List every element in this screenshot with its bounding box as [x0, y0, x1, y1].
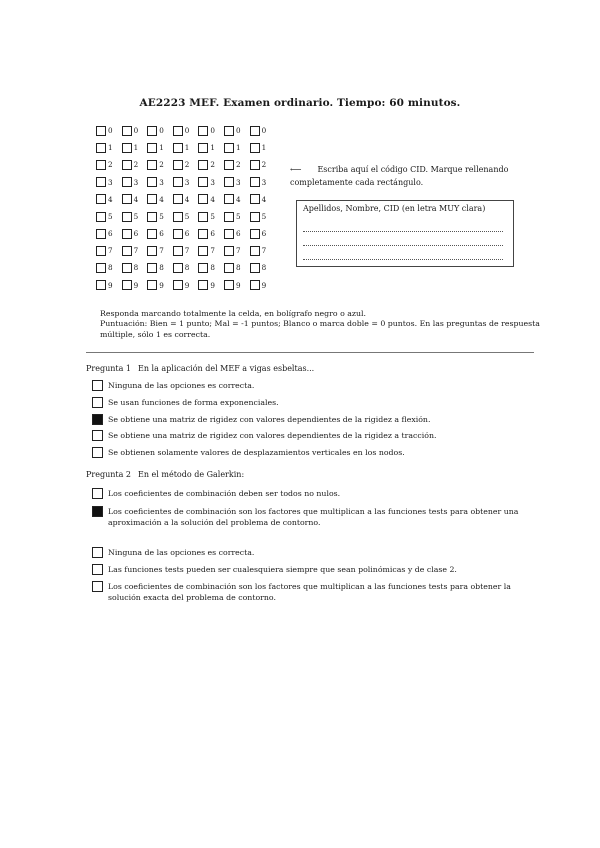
- cid-checkbox[interactable]: [198, 280, 208, 290]
- name-line-1[interactable]: [303, 218, 503, 232]
- question-2-option[interactable]: [92, 581, 538, 603]
- cid-checkbox[interactable]: [96, 143, 106, 153]
- cid-cell[interactable]: [173, 126, 199, 136]
- cid-checkbox[interactable]: [122, 160, 132, 170]
- cid-checkbox[interactable]: [96, 126, 106, 136]
- instructions-line-2: Puntuación: Bien = 1 punto; Mal = -1 puntos; Blanco o marca doble = 0 puntos. En las preguntas de respuesta múltiple, sólo 1 es correcta.: [100, 319, 540, 339]
- general-instructions: [100, 309, 540, 340]
- cid-cell[interactable]: [224, 177, 250, 187]
- cid-checkbox[interactable]: [173, 177, 183, 187]
- cid-digit-label: 8: [210, 263, 215, 273]
- cid-cell[interactable]: [96, 263, 122, 273]
- cid-checkbox[interactable]: [96, 229, 106, 239]
- name-line-2[interactable]: [303, 232, 503, 246]
- cid-digit-label: 4: [159, 194, 164, 204]
- cid-digit-label: 0: [159, 125, 164, 135]
- cid-digit-label: 5: [235, 211, 241, 221]
- cid-checkbox[interactable]: [224, 280, 234, 290]
- cid-digit-label: 2: [261, 160, 267, 170]
- cid-digit-label: 3: [133, 177, 139, 187]
- cid-digit-label: 8: [184, 263, 190, 273]
- cid-digit-label: 5: [108, 211, 113, 221]
- question-1-option[interactable]: [92, 447, 538, 458]
- cid-cell[interactable]: [173, 160, 199, 170]
- question-1-option[interactable]: [92, 380, 538, 391]
- cid-checkbox[interactable]: [224, 143, 234, 153]
- cid-cell[interactable]: [96, 194, 122, 204]
- cid-digit-label: 4: [235, 194, 241, 204]
- cid-checkbox[interactable]: [173, 194, 183, 204]
- cid-cell[interactable]: [224, 212, 250, 222]
- question-2-option[interactable]: [92, 564, 538, 575]
- cid-checkbox[interactable]: [224, 160, 234, 170]
- question-2-header: [86, 470, 244, 479]
- cid-digit-label: 0: [235, 125, 241, 135]
- cid-cell[interactable]: [96, 177, 122, 187]
- cid-cell[interactable]: [224, 263, 250, 273]
- cid-digit-label: 6: [235, 229, 241, 239]
- cid-checkbox[interactable]: [96, 212, 106, 222]
- cid-checkbox[interactable]: [96, 194, 106, 204]
- cid-digit-label: 7: [235, 246, 241, 256]
- cid-checkbox[interactable]: [96, 246, 106, 256]
- cid-cell[interactable]: [198, 160, 224, 170]
- cid-checkbox[interactable]: [250, 263, 260, 273]
- cid-digit-label: 9: [184, 280, 190, 290]
- answer-checkbox[interactable]: [92, 564, 103, 575]
- cid-cell[interactable]: [96, 126, 122, 136]
- cid-digit-label: 8: [108, 263, 113, 273]
- cid-digit-label: 7: [133, 246, 139, 256]
- question-prompt: En el método de Galerkin:: [138, 470, 245, 479]
- cid-cell[interactable]: [198, 246, 224, 256]
- name-line-3[interactable]: [303, 246, 503, 260]
- cid-digit-label: 2: [108, 160, 113, 170]
- cid-cell[interactable]: [224, 126, 250, 136]
- cid-cell[interactable]: [147, 194, 173, 204]
- cid-cell[interactable]: [122, 280, 148, 290]
- cid-digit-label: 9: [235, 280, 241, 290]
- cid-digit-label: 9: [261, 280, 267, 290]
- cid-digit-label: 9: [210, 280, 215, 290]
- cid-cell[interactable]: [96, 246, 122, 256]
- option-text: Se obtienen solamente valores de desplazamientos verticales en los nodos.: [108, 448, 405, 457]
- cid-cell[interactable]: [198, 126, 224, 136]
- cid-cell[interactable]: [173, 246, 199, 256]
- cid-cell[interactable]: [122, 246, 148, 256]
- option-text: Ninguna de las opciones es correcta.: [108, 548, 255, 557]
- cid-digit-label: 7: [184, 246, 190, 256]
- cid-cell[interactable]: [198, 143, 224, 153]
- cid-checkbox[interactable]: [198, 212, 208, 222]
- name-box[interactable]: [296, 200, 514, 267]
- cid-checkbox[interactable]: [198, 263, 208, 273]
- cid-cell[interactable]: [224, 160, 250, 170]
- cid-cell[interactable]: [173, 280, 199, 290]
- cid-cell[interactable]: [122, 194, 148, 204]
- cid-cell[interactable]: [250, 143, 276, 153]
- cid-cell[interactable]: [224, 280, 250, 290]
- cid-digit-label: 3: [210, 177, 215, 187]
- cid-digit-label: 8: [159, 263, 164, 273]
- cid-cell[interactable]: [224, 246, 250, 256]
- cid-digit-label: 6: [184, 229, 190, 239]
- cid-digit-label: 0: [210, 125, 215, 135]
- left-arrow-icon: ⟵: [290, 165, 302, 174]
- cid-cell[interactable]: [96, 160, 122, 170]
- cid-digit-label: 4: [261, 194, 267, 204]
- cid-digit-label: 5: [133, 211, 139, 221]
- cid-digit-label: 3: [159, 177, 164, 187]
- cid-checkbox[interactable]: [250, 212, 260, 222]
- cid-digit-label: 2: [235, 160, 241, 170]
- cid-cell[interactable]: [122, 143, 148, 153]
- cid-digit-label: 4: [133, 194, 139, 204]
- cid-cell[interactable]: [198, 212, 224, 222]
- cid-digit-label: 1: [261, 143, 267, 153]
- question-1-header: [86, 364, 314, 373]
- cid-checkbox[interactable]: [224, 194, 234, 204]
- cid-checkbox[interactable]: [122, 143, 132, 153]
- cid-checkbox[interactable]: [198, 126, 208, 136]
- cid-cell[interactable]: [198, 229, 224, 239]
- cid-checkbox[interactable]: [122, 177, 132, 187]
- cid-digit-label: 1: [235, 143, 241, 153]
- cid-digit-label: 9: [108, 280, 113, 290]
- cid-cell[interactable]: [147, 160, 173, 170]
- question-prompt: En la aplicación del MEF a vigas esbeltas...: [138, 364, 315, 373]
- cid-digit-label: 3: [235, 177, 241, 187]
- cid-cell[interactable]: [147, 263, 173, 273]
- cid-cell[interactable]: [224, 194, 250, 204]
- cid-row-4: [96, 191, 275, 208]
- cid-cell[interactable]: [147, 212, 173, 222]
- option-text: Ninguna de las opciones es correcta.: [108, 381, 255, 390]
- cid-checkbox[interactable]: [147, 160, 157, 170]
- instructions-line-1: Responda marcando totalmente la celda, en bolígrafo negro o azul.: [100, 309, 366, 318]
- cid-cell[interactable]: [198, 177, 224, 187]
- cid-checkbox[interactable]: [250, 229, 260, 239]
- cid-digit-label: 3: [108, 177, 113, 187]
- cid-row-3: [96, 174, 275, 191]
- cid-checkbox[interactable]: [173, 212, 183, 222]
- cid-digit-label: 3: [184, 177, 190, 187]
- cid-cell[interactable]: [147, 143, 173, 153]
- cid-digit-label: 4: [210, 194, 215, 204]
- cid-checkbox[interactable]: [147, 194, 157, 204]
- cid-checkbox[interactable]: [122, 212, 132, 222]
- cid-digit-label: 5: [261, 211, 267, 221]
- cid-checkbox[interactable]: [224, 263, 234, 273]
- cid-digit-label: 0: [261, 125, 267, 135]
- cid-row-9: [96, 277, 275, 294]
- cid-digit-label: 7: [261, 246, 267, 256]
- answer-checkbox[interactable]: [92, 488, 103, 499]
- cid-digit-label: 2: [133, 160, 139, 170]
- cid-cell[interactable]: [198, 194, 224, 204]
- cid-cell[interactable]: [122, 263, 148, 273]
- cid-checkbox[interactable]: [96, 177, 106, 187]
- cid-cell[interactable]: [147, 177, 173, 187]
- cid-cell[interactable]: [250, 177, 276, 187]
- cid-digit-label: 5: [184, 211, 190, 221]
- cid-checkbox[interactable]: [250, 246, 260, 256]
- cid-checkbox[interactable]: [173, 246, 183, 256]
- cid-cell[interactable]: [96, 280, 122, 290]
- cid-checkbox[interactable]: [198, 143, 208, 153]
- cid-checkbox[interactable]: [198, 229, 208, 239]
- cid-cell[interactable]: [224, 143, 250, 153]
- cid-checkbox[interactable]: [198, 160, 208, 170]
- answer-checkbox[interactable]: [92, 397, 103, 408]
- cid-digit-label: 8: [235, 263, 241, 273]
- cid-checkbox[interactable]: [122, 246, 132, 256]
- cid-instructions: [290, 164, 530, 189]
- cid-checkbox[interactable]: [250, 126, 260, 136]
- cid-digit-label: 7: [108, 246, 113, 256]
- cid-checkbox[interactable]: [122, 194, 132, 204]
- cid-cell[interactable]: [250, 126, 276, 136]
- answer-checkbox-marked[interactable]: [92, 414, 103, 425]
- cid-checkbox[interactable]: [250, 160, 260, 170]
- cid-cell[interactable]: [173, 177, 199, 187]
- cid-checkbox[interactable]: [147, 246, 157, 256]
- cid-checkbox[interactable]: [173, 143, 183, 153]
- cid-digit-label: 6: [133, 229, 139, 239]
- cid-instructions-text: Escriba aquí el código CID. Marque rellenando completamente cada rectángulo.: [290, 165, 509, 187]
- cid-checkbox[interactable]: [173, 229, 183, 239]
- cid-cell[interactable]: [250, 280, 276, 290]
- cid-cell[interactable]: [250, 246, 276, 256]
- cid-digit-label: 2: [184, 160, 190, 170]
- cid-checkbox[interactable]: [173, 126, 183, 136]
- cid-checkbox[interactable]: [198, 246, 208, 256]
- cid-checkbox[interactable]: [96, 160, 106, 170]
- cid-checkbox[interactable]: [173, 160, 183, 170]
- cid-cell[interactable]: [122, 212, 148, 222]
- cid-digit-label: 1: [133, 143, 139, 153]
- cid-checkbox[interactable]: [224, 229, 234, 239]
- cid-grid: [96, 122, 275, 294]
- cid-cell[interactable]: [173, 229, 199, 239]
- name-box-label: Apellidos, Nombre, CID (en letra MUY clara): [303, 204, 486, 213]
- cid-cell[interactable]: [96, 212, 122, 222]
- option-text: Se obtiene una matriz de rigidez con valores dependientes de la rigidez a tracción.: [108, 431, 437, 440]
- question-2-option[interactable]: [92, 547, 538, 558]
- cid-cell[interactable]: [173, 194, 199, 204]
- cid-cell[interactable]: [147, 280, 173, 290]
- answer-checkbox[interactable]: [92, 430, 103, 441]
- question-1-option[interactable]: [92, 414, 538, 425]
- cid-checkbox[interactable]: [250, 280, 260, 290]
- cid-cell[interactable]: [173, 212, 199, 222]
- cid-row-6: [96, 225, 275, 242]
- cid-checkbox[interactable]: [96, 280, 106, 290]
- cid-digit-label: 4: [184, 194, 190, 204]
- cid-checkbox[interactable]: [147, 229, 157, 239]
- cid-cell[interactable]: [122, 177, 148, 187]
- cid-digit-label: 8: [133, 263, 139, 273]
- cid-cell[interactable]: [250, 229, 276, 239]
- option-text: Los coeficientes de combinación son los factores que multiplican a las funciones tests para obtener la solución exacta del problema de contorno.: [108, 582, 511, 602]
- option-text: Se usan funciones de forma exponenciales.: [108, 398, 279, 407]
- cid-cell[interactable]: [147, 126, 173, 136]
- section-divider: [86, 352, 534, 353]
- cid-digit-label: 0: [184, 125, 190, 135]
- cid-checkbox[interactable]: [122, 280, 132, 290]
- cid-digit-label: 1: [108, 143, 113, 153]
- cid-cell[interactable]: [173, 263, 199, 273]
- cid-cell[interactable]: [250, 194, 276, 204]
- cid-row-1: [96, 139, 275, 156]
- cid-checkbox[interactable]: [224, 246, 234, 256]
- question-2-option[interactable]: [92, 506, 538, 528]
- cid-row-0: [96, 122, 275, 139]
- cid-digit-label: 6: [108, 229, 113, 239]
- cid-checkbox[interactable]: [250, 177, 260, 187]
- cid-cell[interactable]: [250, 160, 276, 170]
- cid-checkbox[interactable]: [147, 177, 157, 187]
- cid-row-5: [96, 208, 275, 225]
- cid-digit-label: 7: [159, 246, 164, 256]
- cid-checkbox[interactable]: [147, 280, 157, 290]
- answer-checkbox[interactable]: [92, 547, 103, 558]
- cid-digit-label: 6: [210, 229, 215, 239]
- cid-checkbox[interactable]: [250, 143, 260, 153]
- question-1-option[interactable]: [92, 430, 538, 441]
- cid-digit-label: 4: [108, 194, 113, 204]
- cid-digit-label: 6: [261, 229, 267, 239]
- option-text: Los coeficientes de combinación son los factores que multiplican a las funciones tests para obtener una aproximación a la solución del problema de contorno.: [108, 507, 519, 527]
- answer-checkbox[interactable]: [92, 581, 103, 592]
- cid-checkbox[interactable]: [147, 126, 157, 136]
- cid-cell[interactable]: [250, 212, 276, 222]
- cid-digit-label: 2: [210, 160, 215, 170]
- option-text: Las funciones tests pueden ser cualesquiera siempre que sean polinómicas y de clase 2.: [108, 565, 457, 574]
- cid-cell[interactable]: [198, 280, 224, 290]
- option-text: Los coeficientes de combinación deben ser todos no nulos.: [108, 489, 341, 498]
- answer-checkbox[interactable]: [92, 447, 103, 458]
- cid-row-8: [96, 260, 275, 277]
- cid-cell[interactable]: [147, 246, 173, 256]
- cid-digit-label: 5: [159, 211, 164, 221]
- cid-digit-label: 0: [133, 125, 139, 135]
- cid-cell[interactable]: [198, 263, 224, 273]
- cid-checkbox[interactable]: [122, 263, 132, 273]
- cid-digit-label: 9: [159, 280, 164, 290]
- cid-cell[interactable]: [96, 229, 122, 239]
- cid-checkbox[interactable]: [96, 263, 106, 273]
- cid-digit-label: 8: [261, 263, 267, 273]
- cid-checkbox[interactable]: [122, 126, 132, 136]
- cid-cell[interactable]: [122, 229, 148, 239]
- cid-cell[interactable]: [122, 160, 148, 170]
- cid-checkbox[interactable]: [147, 143, 157, 153]
- cid-cell[interactable]: [122, 126, 148, 136]
- cid-digit-label: 2: [159, 160, 164, 170]
- cid-cell[interactable]: [147, 229, 173, 239]
- question-number: Pregunta 1: [86, 364, 131, 373]
- question-1-option[interactable]: [92, 397, 538, 408]
- cid-cell[interactable]: [96, 143, 122, 153]
- cid-digit-label: 6: [159, 229, 164, 239]
- cid-checkbox[interactable]: [224, 212, 234, 222]
- cid-checkbox[interactable]: [224, 177, 234, 187]
- cid-row-7: [96, 242, 275, 259]
- cid-checkbox[interactable]: [198, 194, 208, 204]
- cid-cell[interactable]: [224, 229, 250, 239]
- cid-digit-label: 7: [210, 246, 215, 256]
- cid-checkbox[interactable]: [147, 212, 157, 222]
- question-number: Pregunta 2: [86, 470, 131, 479]
- cid-checkbox[interactable]: [250, 194, 260, 204]
- cid-cell[interactable]: [250, 263, 276, 273]
- cid-checkbox[interactable]: [224, 126, 234, 136]
- cid-checkbox[interactable]: [173, 280, 183, 290]
- cid-row-2: [96, 156, 275, 173]
- cid-checkbox[interactable]: [198, 177, 208, 187]
- cid-digit-label: 3: [261, 177, 267, 187]
- cid-digit-label: 5: [210, 211, 215, 221]
- cid-checkbox[interactable]: [147, 263, 157, 273]
- answer-checkbox[interactable]: [92, 380, 103, 391]
- cid-checkbox[interactable]: [173, 263, 183, 273]
- question-2-option[interactable]: [92, 488, 538, 499]
- cid-checkbox[interactable]: [122, 229, 132, 239]
- cid-digit-label: 0: [108, 125, 113, 135]
- exam-title: AE2223 MEF. Examen ordinario. Tiempo: 60 minutos.: [139, 97, 461, 109]
- cid-cell[interactable]: [173, 143, 199, 153]
- cid-digit-label: 1: [184, 143, 190, 153]
- cid-digit-label: 1: [159, 143, 164, 153]
- cid-digit-label: 1: [210, 143, 215, 153]
- option-text: Se obtiene una matriz de rigidez con valores dependientes de la rigidez a flexión.: [108, 415, 431, 424]
- cid-digit-label: 9: [133, 280, 139, 290]
- answer-checkbox-marked[interactable]: [92, 506, 103, 517]
